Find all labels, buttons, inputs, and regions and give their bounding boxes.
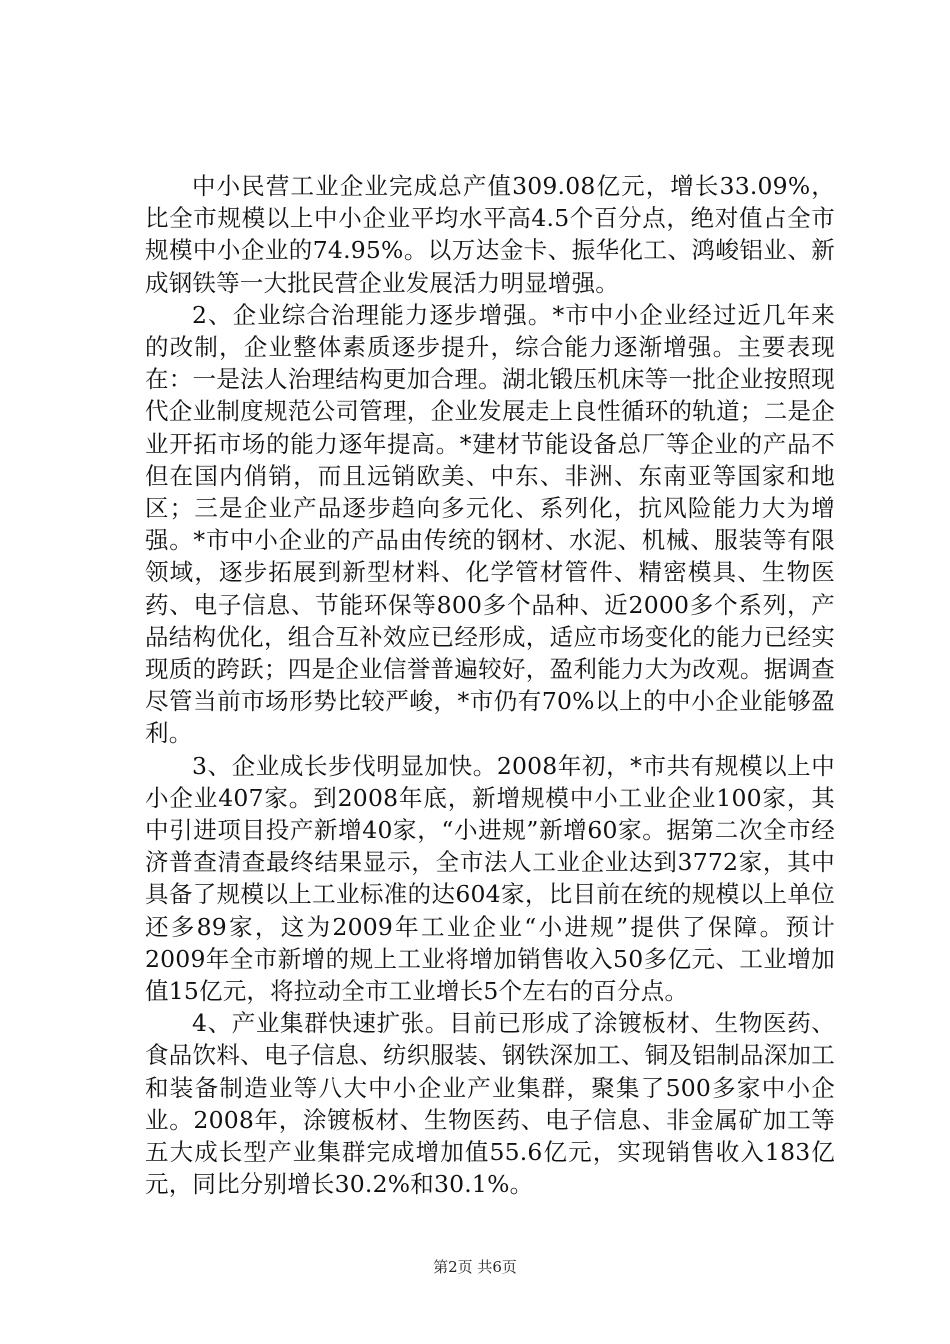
- paragraph-private-enterprise-output: 中小民营工业企业完成总产值309.08亿元，增长33.09%，比全市规模以上中小企业平均水平高4.5个百分点，绝对值占全市规模中小企业的74.95%。以万达金卡、振华化工、鸿峻铝业、新成钢铁等一大批民营企业发展活力明显增强。: [145, 172, 835, 297]
- paragraph-industry-clusters: 4、产业集群快速扩张。目前已形成了涂镀板材、生物医药、食品饮料、电子信息、纺织服装、钢铁深加工、铜及铝制品深加工和装备制造业等八大中小企业产业集群，聚集了500多家中小企业。2008年，涂镀板材、生物医药、电子信息、非金属矿加工等五大成长型产业集群完成增加值55.6亿元，实现销售收入183亿元，同比分别增长30.2%和30.1%。: [145, 1009, 835, 1199]
- document-body: [145, 170, 835, 1201]
- page-number-footer: 第2页 共6页: [433, 1258, 517, 1276]
- paragraph-governance: 2、企业综合治理能力逐步增强。*市中小企业经过近几年来的改制，企业整体素质逐步提升，综合能力逐渐增强。主要表现在：一是法人治理结构更加合理。湖北锻压机床等一批企业按照现代企业制度规范公司管理，企业发展走上良性循环的轨道；二是企业开拓市场的能力逐年提高。*建材节能设备总厂等企业的产品不但在国内俏销，而且远销欧美、中东、非洲、东南亚等国家和地区；三是企业产品逐步趋向多元化、系列化，抗风险能力大为增强。*市中小企业的产品由传统的钢材、水泥、机械、服装等有限领域，逐步拓展到新型材料、化学管材管件、精密模具、生物医药、电子信息、节能环保等800多个品种、近2000多个系列，产品结构优化，组合互补效应已经形成，适应市场变化的能力已经实现质的跨跃；四是企业信誉普遍较好，盈利能力大为改观。据调查尽管当前市场形势比较严峻，*市仍有70%以上的中小企业能够盈利。: [145, 300, 835, 748]
- paragraph-growth-pace: 3、企业成长步伐明显加快。2008年初，*市共有规模以上中小企业407家。到2008年底，新增规模中小工业企业100家，其中引进项目投产新增40家，“小进规”新增60家。据第二次全市经济普查清查最终结果显示，全市法人工业企业达到3772家，其中具备了规模以上工业标准的达604家，比目前在统的规模以上单位还多89家，这为2009年工业企业“小进规”提供了保障。预计2009年全市新增的规上工业将增加销售收入50多亿元、工业增加值15亿元，将拉动全市工业增长5个左右的百分点。: [145, 751, 835, 1006]
